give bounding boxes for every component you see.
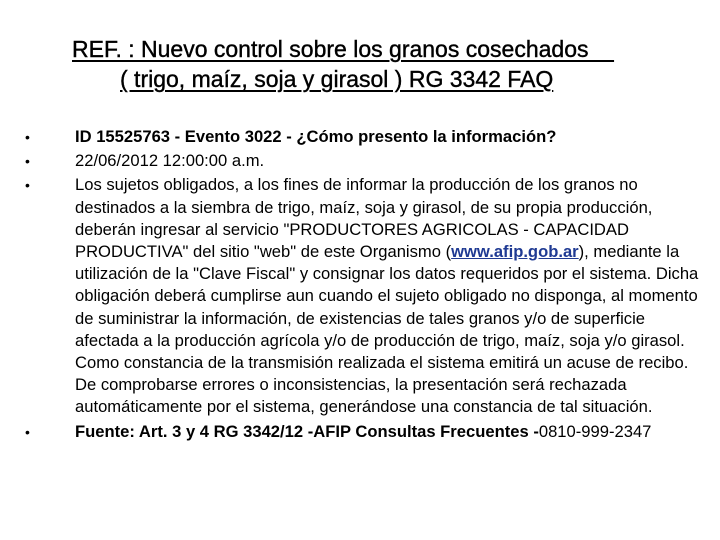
bullet-item-source (25, 421, 705, 443)
bullet-date-text: 22/06/2012 12:00:00 a.m. (75, 151, 265, 171)
phone-number: 0810-999-2347 (538, 421, 652, 441)
body-text-end: ), mediante la utilización de la "Clave Fiscal" y consignar los datos requeridos por el sistema. Dicha obligación deberá cumplirse aun cuando el sujeto obligado no disponga, al momento de suministrar la información, de existencias de tales granos y/o de superficie afectada a la producción agrícola y/o de producción de trigo, maíz, soja y/o girasol. Como constancia de la transmisión realizada el sistema emitirá un acuse de recibo. De comprobarse errores o inconsistencias, la presentación será rechazada automáticamente por el sistema, generándose una constancia de tal situación. (75, 242, 699, 417)
bullet-item-date (25, 150, 705, 172)
bullet-icon: • (25, 129, 30, 145)
bullet-item-body (25, 174, 705, 418)
title-line-1: REF. : Nuevo control sobre los granos cosechados (72, 36, 615, 62)
title-line-2: ( trigo, maíz, soja y girasol ) RG 3342 FAQ (120, 66, 554, 92)
bullet-id-text: ID 15525763 - Evento 3022 - ¿Cómo presento la información? (75, 127, 557, 146)
body-text-start: Los sujetos obligados, a los fines de informar la producción de los granos no destinados a la siembra de trigo, maíz, soja y girasol, de su propia producción, deberán ingresar al servicio "PRODUCTORES AGRICOLAS - CAPACIDAD PRODUCTIVA" del sitio "web" de este Organismo ( (75, 175, 653, 262)
source-text: Fuente: Art. 3 y 4 RG 3342/12 -AFIP Consultas Frecuentes - (75, 421, 539, 441)
bullet-icon: • (25, 177, 30, 194)
bullet-icon: • (25, 423, 30, 440)
slide-title (0, 34, 720, 94)
afip-website-link[interactable]: www.afip.gob.ar (451, 242, 579, 262)
bullet-item-id (25, 126, 705, 148)
bullet-icon: • (25, 153, 30, 170)
bullet-list (25, 126, 705, 445)
